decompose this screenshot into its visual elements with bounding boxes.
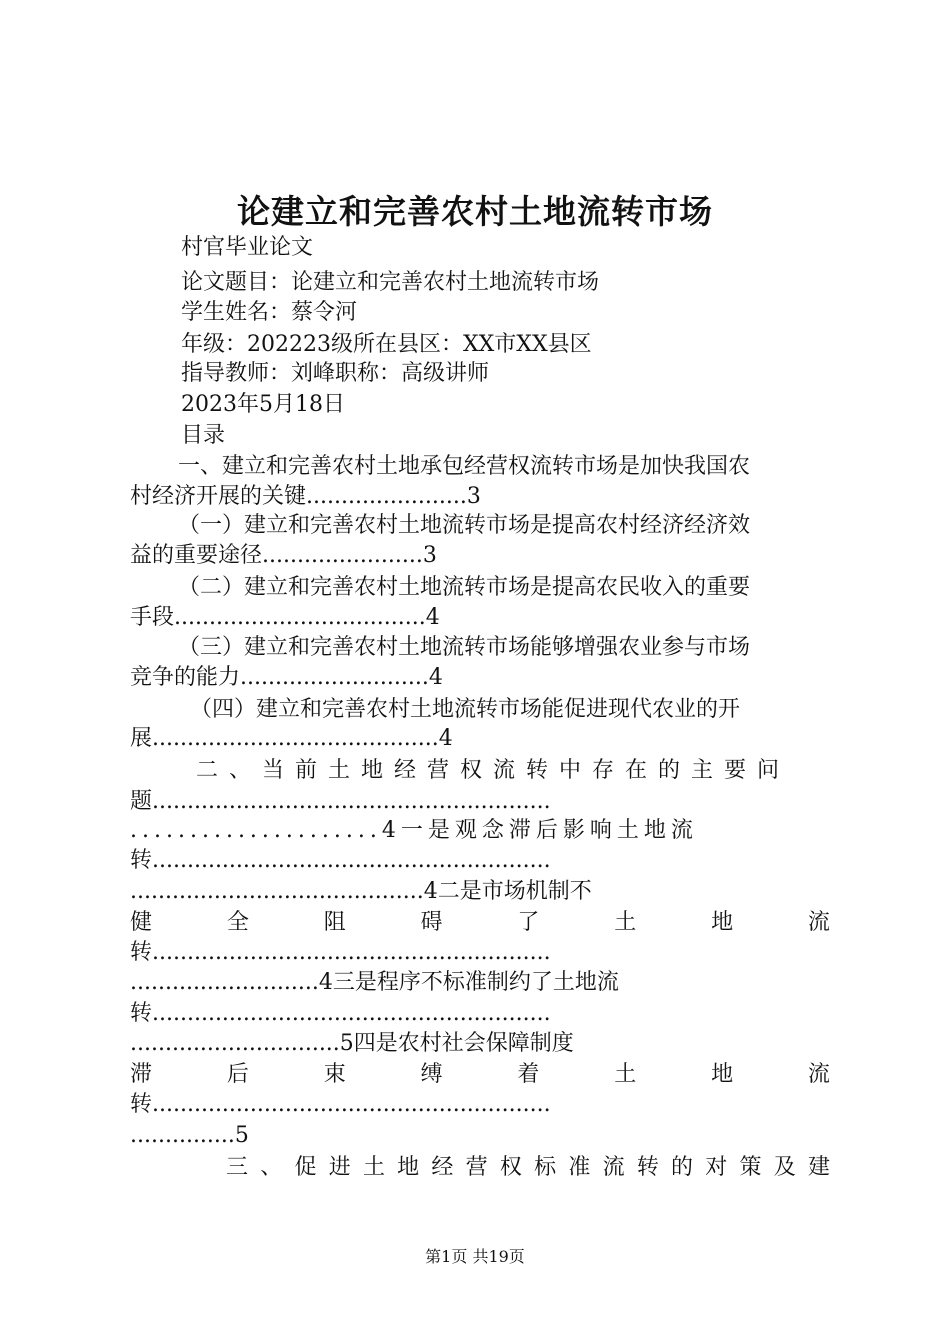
toc-char: 土 — [614, 910, 637, 935]
toc-line: （四）建立和完善农村土地流转市场能促进现代农业的开 — [190, 697, 741, 722]
toc-line: .....................4一是观念滞后影响土地流 — [130, 818, 698, 843]
toc-line: （二）建立和完善农村土地流转市场是提高农民收入的重要 — [178, 575, 751, 600]
toc-heading: 目录 — [181, 423, 226, 448]
toc-line: 竞争的能力...........................4 — [130, 665, 443, 690]
toc-char: 促 — [294, 1155, 317, 1180]
toc-char: 标 — [534, 1155, 557, 1180]
toc-char: 转 — [636, 1155, 659, 1180]
student-name: 学生姓名：蔡令河 — [181, 300, 358, 325]
toc-char: 及 — [773, 1155, 796, 1180]
toc-line — [130, 1060, 830, 1090]
toc-char: 建 — [807, 1155, 830, 1180]
toc-line: （一）建立和完善农村土地流转市场是提高农村经济经济效 — [178, 513, 751, 538]
toc-char: 地 — [397, 1155, 420, 1180]
page-footer: 第1页 共19页 — [425, 1247, 525, 1266]
toc-char: 土 — [614, 1062, 637, 1087]
toc-line: 转......................................................... — [130, 848, 551, 873]
toc-char: 权 — [499, 1155, 522, 1180]
toc-line: 益的重要途径.......................3 — [130, 543, 437, 568]
toc-char: 经 — [431, 1155, 454, 1180]
toc-line: 转......................................................... — [130, 1092, 551, 1117]
toc-line: 村经济开展的关键.......................3 — [130, 484, 481, 509]
toc-line — [226, 1153, 830, 1183]
document-title: 论建立和完善农村土地流转市场 — [237, 192, 713, 231]
toc-char: 土 — [362, 1155, 385, 1180]
toc-char: 束 — [323, 1062, 346, 1087]
toc-line: 手段....................................4 — [130, 605, 440, 630]
toc-line: （三）建立和完善农村土地流转市场能够增强农业参与市场 — [178, 635, 751, 660]
date: 2023年5月18日 — [181, 392, 345, 417]
toc-char: 流 — [807, 910, 830, 935]
toc-char: 流 — [807, 1062, 830, 1087]
toc-char: 三 — [226, 1155, 249, 1180]
toc-char: 了 — [517, 910, 540, 935]
toc-char: 营 — [465, 1155, 488, 1180]
toc-line: ..............................5四是农村社会保障制度 — [130, 1031, 574, 1056]
paper-type: 村官毕业论文 — [181, 235, 314, 260]
toc-line: 转......................................................... — [130, 940, 551, 965]
toc-char: 进 — [328, 1155, 351, 1180]
toc-line: 展.........................................4 — [130, 726, 453, 751]
toc-char: 全 — [226, 910, 249, 935]
toc-line: ..........................................4二是市场机制不 — [130, 879, 592, 904]
advisor: 指导教师：刘峰职称：高级讲师 — [181, 361, 490, 386]
toc-char: 缚 — [420, 1062, 443, 1087]
toc-line: ...............5 — [130, 1123, 249, 1148]
toc-char: 策 — [739, 1155, 762, 1180]
toc-char: 滞 — [130, 1062, 153, 1087]
toc-char: 阻 — [323, 910, 346, 935]
toc-char: 碍 — [420, 910, 443, 935]
toc-line: 二、当前土地经营权流转中存在的主要问 — [196, 758, 791, 783]
toc-char: 的 — [671, 1155, 694, 1180]
toc-line: 一、建立和完善农村土地承包经营权流转市场是加快我国农 — [178, 454, 751, 479]
toc-line: ...........................4三是程序不标准制约了土地流 — [130, 970, 619, 995]
toc-char: 着 — [517, 1062, 540, 1087]
toc-char: 流 — [602, 1155, 625, 1180]
toc-char: 准 — [568, 1155, 591, 1180]
toc-char: 、 — [260, 1155, 283, 1180]
toc-line: 转......................................................... — [130, 1001, 551, 1026]
toc-char: 健 — [130, 910, 153, 935]
toc-char: 地 — [711, 910, 734, 935]
toc-char: 对 — [705, 1155, 728, 1180]
toc-char: 地 — [711, 1062, 734, 1087]
toc-char: 后 — [226, 1062, 249, 1087]
toc-line — [130, 908, 830, 938]
paper-topic: 论文题目：论建立和完善农村土地流转市场 — [181, 270, 600, 295]
grade-region: 年级：202223级所在县区：XX市XX县区 — [181, 332, 592, 357]
toc-line: 题......................................................... — [130, 789, 551, 814]
